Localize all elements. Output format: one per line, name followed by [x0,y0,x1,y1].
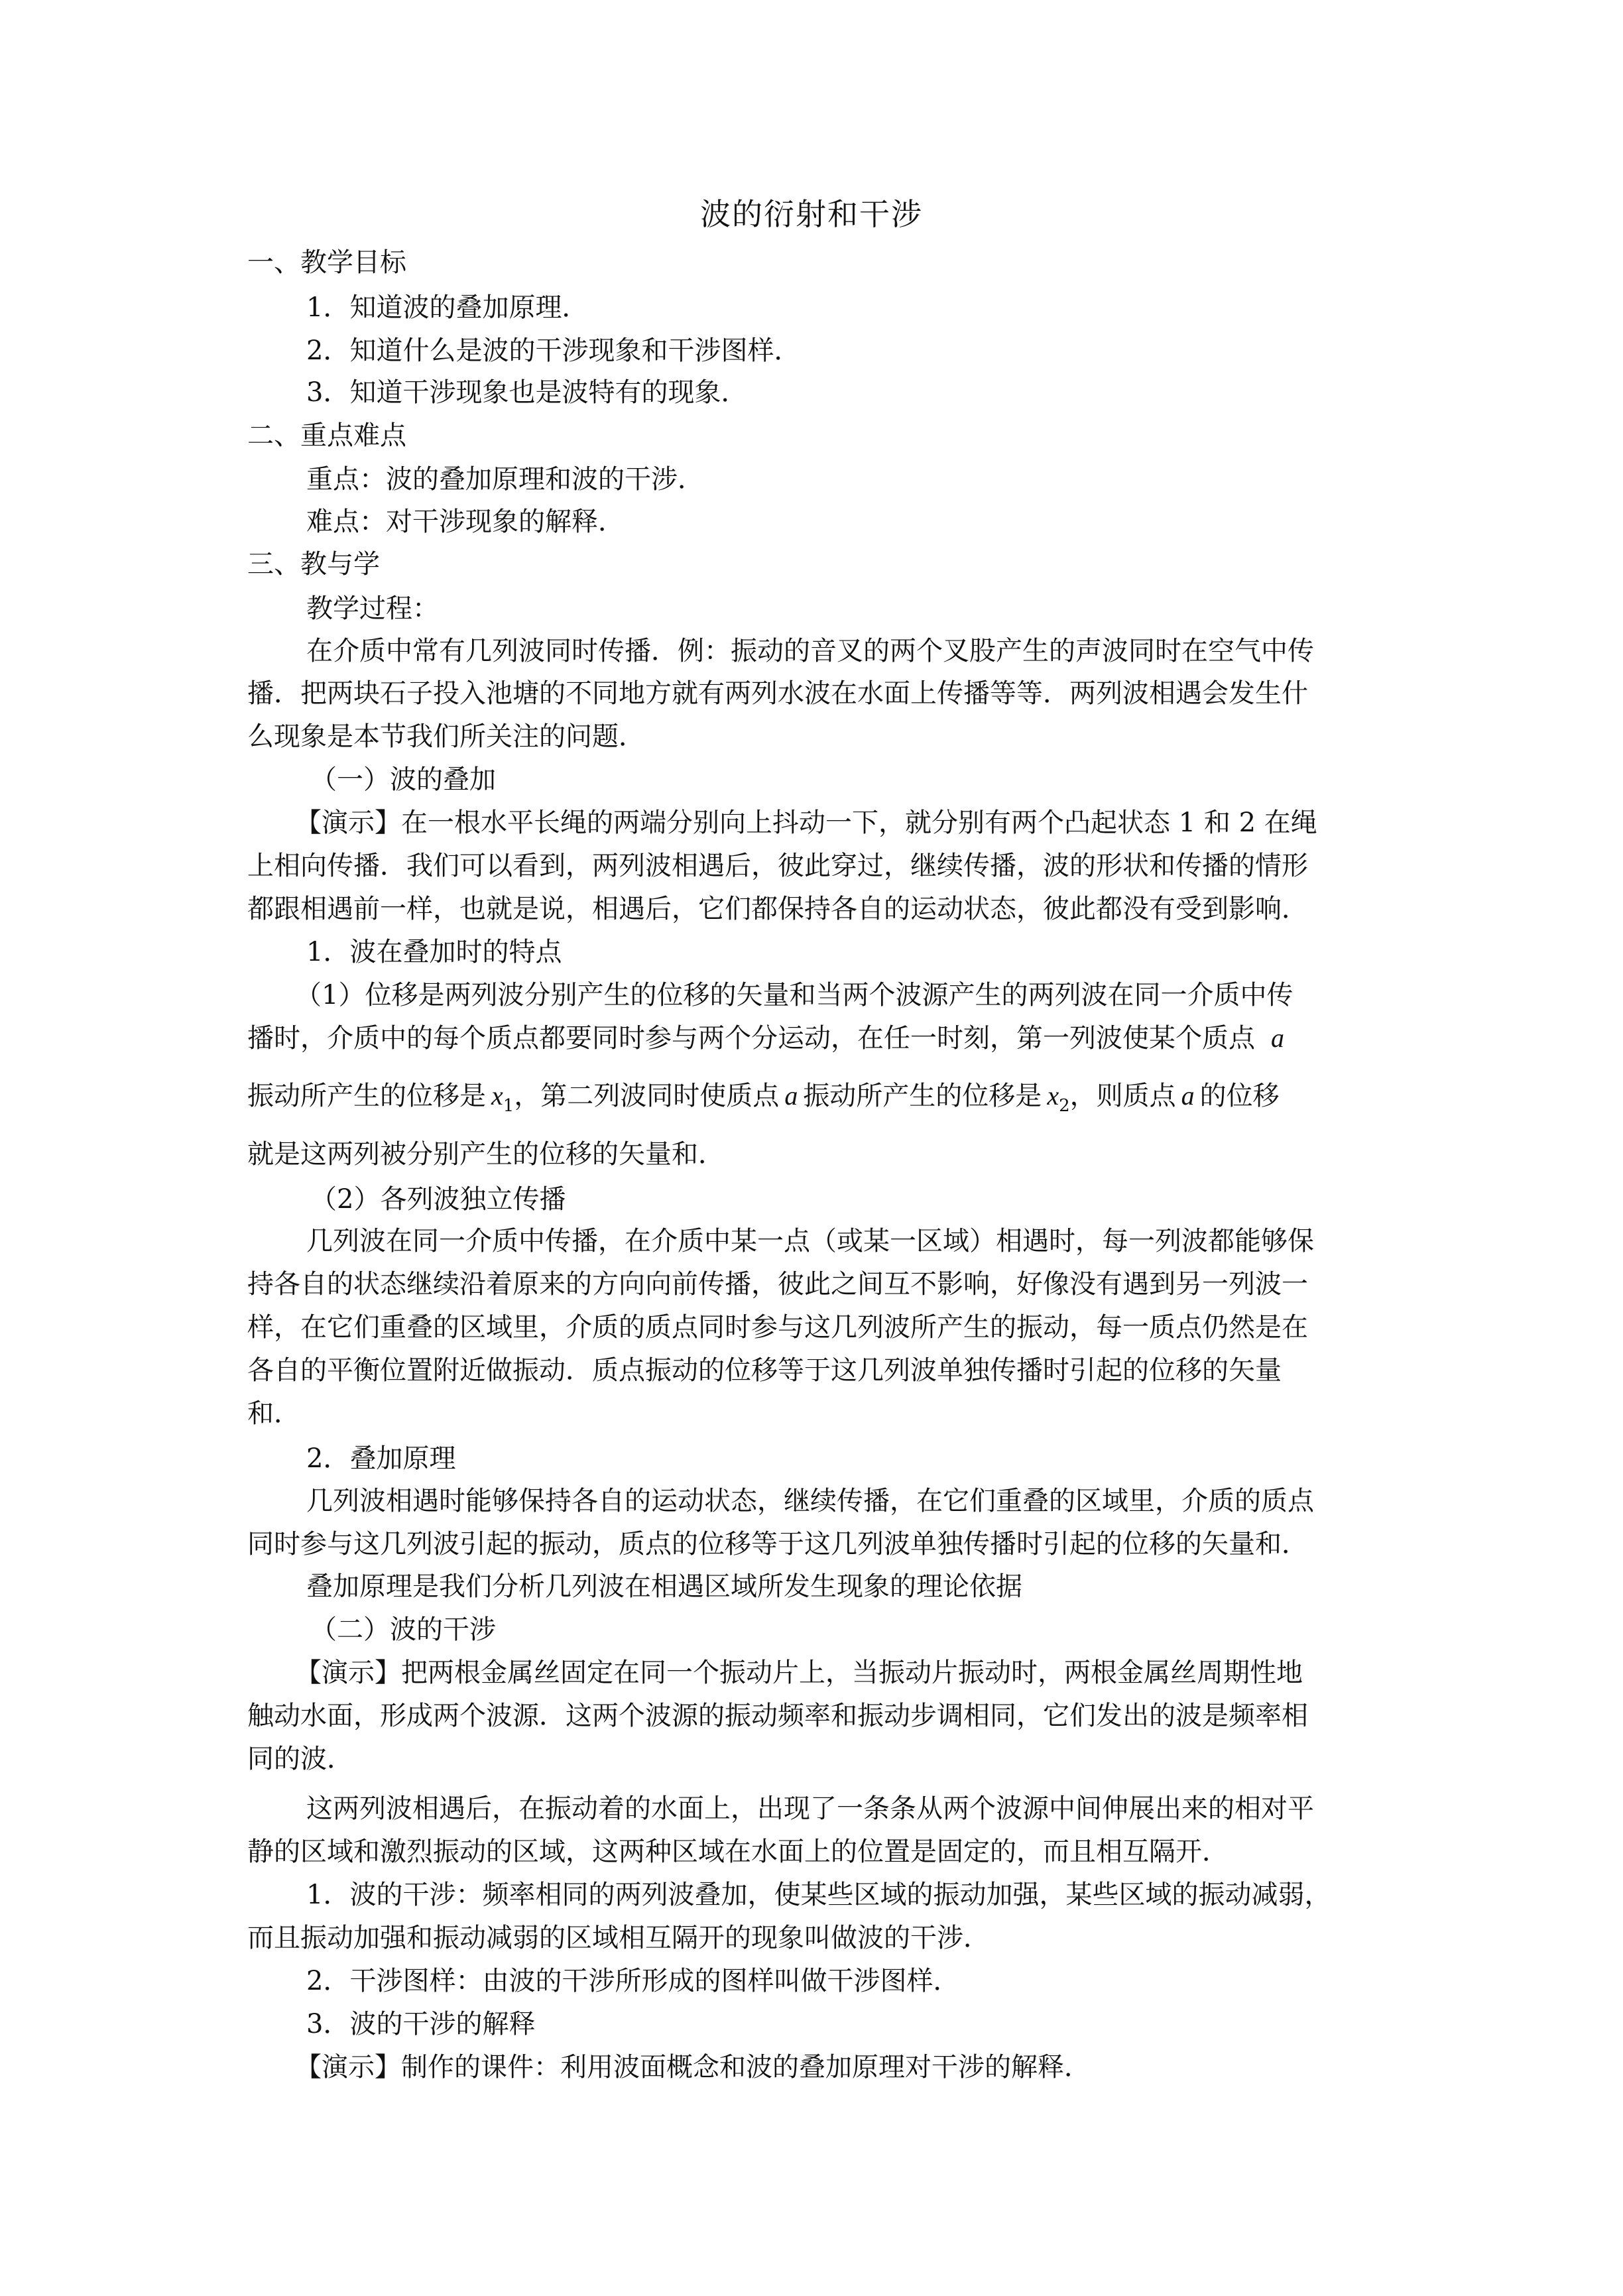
paragraph-text: ，第二列波同时使质点 [514,1081,780,1111]
demo-paragraph-line: 上相向传播．我们可以看到，两列波相遇后，彼此穿过，继续传播，波的形状和传播的情形 [247,851,1308,881]
objective-item: 3．知道干涉现象也是波特有的现象． [306,377,748,408]
variable-a: a [784,1081,798,1111]
section-heading-teaching: 三、教与学 [247,549,380,579]
variable-a: a [1271,1023,1284,1053]
point-heading: 3．波的干涉的解释 [306,2009,536,2039]
definition-line: 而且振动加强和振动减弱的区域相互隔开的现象叫做波的干涉． [247,1923,990,1953]
objective-item: 1．知道波的叠加原理． [306,292,589,323]
variable-x: x [491,1081,503,1111]
paragraph-line: 这两列波相遇后，在振动着的水面上，出现了一条条从两个波源中间伸展出来的相对平 [306,1793,1314,1824]
paragraph-line: 叠加原理是我们分析几列波在相遇区域所发生现象的理论依据 [306,1571,1022,1602]
point-subheading: （2）各列波独立传播 [310,1184,566,1215]
definition-line: 1．波的干涉：频率相同的两列波叠加，使某些区域的振动加强，某些区域的振动减弱， [306,1880,1331,1910]
page-title: 波的衍射和干涉 [700,196,923,232]
demo-paragraph-line: 都跟相遇前一样，也就是说，相遇后，它们都保持各自的运动状态，彼此都没有受到影响． [247,894,1308,924]
point-heading: 1．波在叠加时的特点 [306,937,562,967]
paragraph-line: 就是这两列被分别产生的位移的矢量和． [247,1139,725,1170]
paragraph-line: 持各自的状态继续沿着原来的方向向前传播，彼此之间互不影响，好像没有遇到另一列波一 [247,1269,1308,1299]
paragraph-text: 的位移 [1199,1081,1280,1111]
subsection-heading-superposition: （一）波的叠加 [310,764,496,795]
paragraph-line [247,1018,1284,1059]
variable-a: a [1181,1081,1195,1111]
paragraph-line: 和． [247,1398,300,1429]
paragraph-line: 几列波在同一介质中传播，在介质中某一点（或某一区域）相遇时，每一列波都能够保 [306,1226,1314,1256]
section-heading-key-points: 二、重点难点 [247,420,406,451]
demo-paragraph-line: 【演示】制作的课件：利用波面概念和波的叠加原理对干涉的解释． [295,2052,1091,2083]
point-heading: 2．叠加原理 [306,1443,456,1474]
variable-x: x [1047,1081,1059,1111]
paragraph-line: 样，在它们重叠的区域里，介质的质点同时参与这几列波所产生的振动，每一质点仍然是在 [247,1312,1308,1343]
paragraph-line: 同时参与这几列波引起的振动，质点的位移等于这几列波单独传播时引起的位移的矢量和． [247,1529,1308,1559]
paragraph-line: 几列波相遇时能够保持各自的运动状态，继续传播，在它们重叠的区域里，介质的质点 [306,1486,1314,1516]
paragraph-line: 各自的平衡位置附近做振动．质点振动的位移等于这几列波单独传播时引起的位移的矢量 [247,1355,1282,1386]
paragraph-text: 振动所产生的位移是 [247,1081,486,1111]
demo-paragraph-line: 【演示】在一根水平长绳的两端分别向上抖动一下，就分别有两个凸起状态 1 和 2 在绳 [295,808,1317,838]
subscript: 1 [503,1096,514,1116]
paragraph-line: （1）位移是两列波分别产生的位移的矢量和当两个波源产生的两列波在同一介质中传 [295,980,1293,1010]
subscript: 2 [1059,1096,1070,1116]
paragraph-line: 么现象是本节我们所关注的问题． [247,721,645,752]
subsection-heading-interference: （二）波的干涉 [310,1614,496,1645]
demo-paragraph-line: 触动水面，形成两个波源．这两个波源的振动频率和振动步调相同，它们发出的波是频率相 [247,1701,1308,1731]
paragraph-text: 播时，介质中的每个质点都要同时参与两个分运动，在任一时刻，第一列波使某个质点 [247,1023,1255,1054]
key-point-difficulty: 难点：对干涉现象的解释． [306,507,625,537]
definition-line: 2．干涉图样：由波的干涉所形成的图样叫做干涉图样． [306,1966,960,1996]
paragraph-text: ，则质点 [1069,1081,1176,1111]
objective-item: 2．知道什么是波的干涉现象和干涉图样． [306,335,801,366]
demo-paragraph-line: 同的波． [247,1744,353,1774]
demo-paragraph-line: 【演示】把两根金属丝固定在同一个振动片上，当振动片振动时，两根金属丝周期性地 [295,1658,1303,1688]
key-point-focus: 重点：波的叠加原理和波的干涉． [306,464,704,495]
paragraph-line: 静的区域和激烈振动的区域，这两种区域在水面上的位置是固定的，而且相互隔开． [247,1837,1229,1867]
section-heading-objectives: 一、教学目标 [247,247,406,278]
teaching-process-label: 教学过程： [306,593,439,624]
paragraph-text: 振动所产生的位移是 [803,1081,1042,1111]
paragraph-line: 播．把两块石子投入池塘的不同地方就有两列水波在水面上传播等等．两列波相遇会发生什 [247,678,1308,709]
paragraph-line: 在介质中常有几列波同时传播．例：振动的音叉的两个叉股产生的声波同时在空气中传 [306,636,1314,666]
paragraph-line [247,1075,1280,1126]
